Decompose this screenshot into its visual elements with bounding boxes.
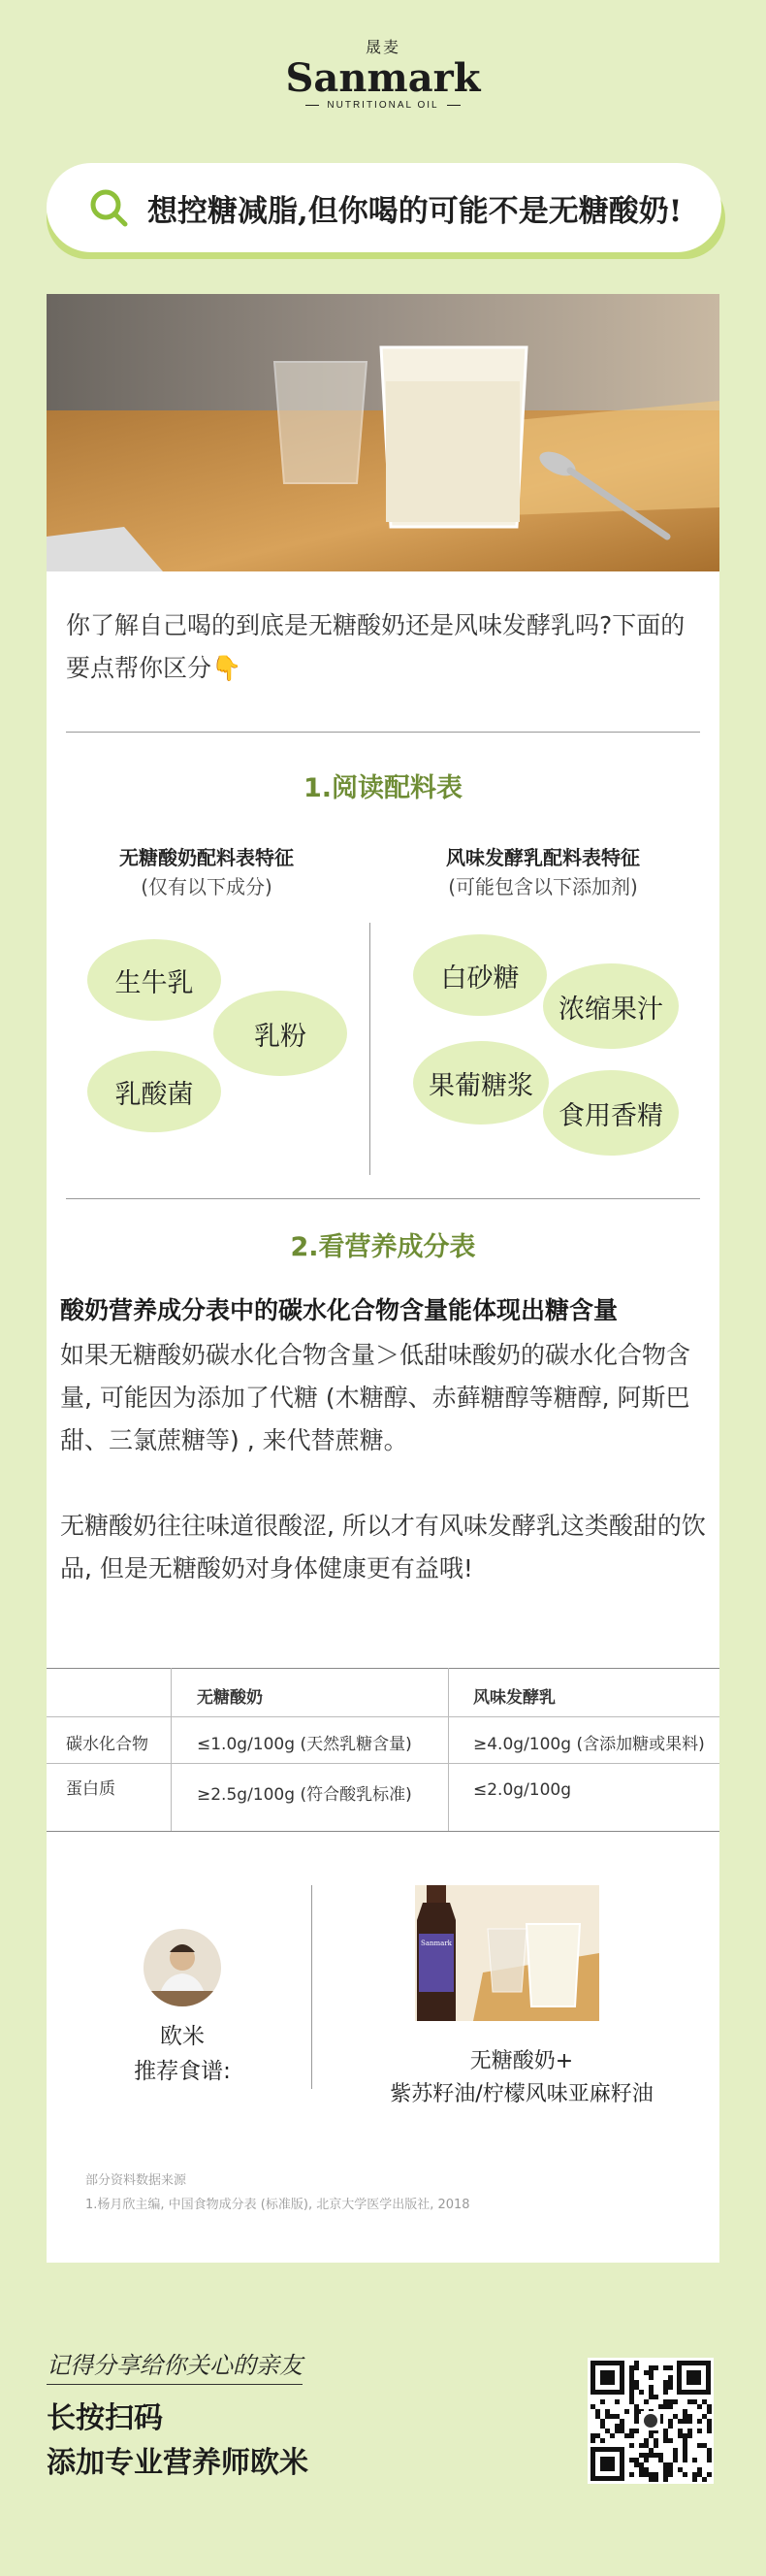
- additive-blob: 食用香精: [543, 1070, 679, 1156]
- table-row-rule: [47, 1763, 719, 1764]
- qr-code-icon[interactable]: [588, 2358, 714, 2484]
- content-card: [47, 294, 719, 2263]
- bottle-brand-label: Sanmark: [421, 1940, 452, 1947]
- yogurt-photo: [47, 294, 719, 571]
- source-title: 部分资料数据来源: [85, 2173, 187, 2188]
- ingredient-blob: 乳粉: [213, 991, 347, 1076]
- table-col-divider: [448, 1668, 449, 1831]
- scan-cta: [47, 2397, 308, 2486]
- intro-text: 你了解自己喝的到底是无糖酸奶还是风味发酵乳吗?下面的要点帮你区分👇: [66, 611, 686, 682]
- oil-bottle-photo: [415, 1885, 599, 2021]
- table-header: 无糖酸奶: [197, 1688, 263, 1708]
- table-cell: ≤2.0g/100g: [473, 1780, 572, 1800]
- brand-tagline: [0, 100, 766, 111]
- brand-tagline-text: NUTRITIONAL OIL: [327, 100, 439, 111]
- table-cell: 蛋白质: [66, 1779, 115, 1799]
- left-column-head: [76, 843, 337, 901]
- table-cell: ≥4.0g/100g (含添加糖或果料): [473, 1735, 705, 1754]
- brand-logo: [0, 35, 766, 111]
- recipe-text: [347, 2045, 696, 2111]
- additive-blob: 果葡糖浆: [413, 1041, 549, 1125]
- search-icon: [87, 186, 130, 229]
- table-header: 风味发酵乳: [473, 1688, 556, 1708]
- nutritionist-name: 欧米: [160, 2024, 205, 2049]
- share-prompt: 记得分享给你关心的亲友: [47, 2346, 303, 2385]
- table-cell: 碳水化合物: [66, 1735, 148, 1754]
- right-column-head: [398, 843, 688, 901]
- scan-cta-line-1: 长按扫码: [47, 2401, 163, 2435]
- recipe-label: 推荐食谱:: [134, 2059, 231, 2084]
- recipe-line-2: 紫苏籽油/柠檬风味亚麻籽油: [390, 2082, 654, 2106]
- additive-blob: 白砂糖: [413, 934, 547, 1016]
- right-column-title: 风味发酵乳配料表特征: [446, 846, 640, 869]
- left-column-subtitle: (仅有以下成分): [141, 875, 272, 898]
- section2-paragraph-2: 无糖酸奶往往味道很酸涩, 所以才有风味发酵乳这类酸甜的饮品, 但是无糖酸奶对身体健康更有益哦!: [60, 1512, 706, 1582]
- right-column-subtitle: (可能包含以下添加剂): [448, 875, 638, 898]
- table-bottom-rule: [47, 1831, 719, 1832]
- recommend-divider: [311, 1885, 312, 2089]
- left-column-title: 无糖酸奶配料表特征: [119, 846, 294, 869]
- table-col-divider: [171, 1668, 172, 1831]
- column-divider: [369, 923, 370, 1175]
- scan-cta-line-2: 添加专业营养师欧米: [47, 2446, 308, 2480]
- headline-pill: [47, 163, 721, 252]
- brand-chinese-name: 晟麦: [365, 38, 400, 56]
- table-cell: ≥2.5g/100g (符合酸乳标准): [197, 1785, 412, 1805]
- ingredient-blob: 乳酸菌: [87, 1051, 221, 1132]
- section1-title: 1.阅读配料表: [303, 773, 463, 803]
- table-header-rule: [47, 1716, 719, 1717]
- section2-title: 2.看营养成分表: [290, 1232, 476, 1262]
- table-top-rule: [47, 1668, 719, 1669]
- source-line: 1.杨月欣主编, 中国食物成分表 (标准版), 北京大学医学出版社, 2018: [85, 2198, 470, 2212]
- divider: [66, 1198, 700, 1199]
- nutritionist-label: [85, 2019, 279, 2089]
- avatar: [144, 1929, 221, 2006]
- table-cell: ≤1.0g/100g (天然乳糖含量): [197, 1735, 412, 1754]
- headline-text: 想控糖减脂,但你喝的可能不是无糖酸奶!: [147, 193, 683, 229]
- ingredient-blob: 生牛乳: [87, 939, 221, 1021]
- section2-paragraph-1: 如果无糖酸奶碳水化合物含量＞低甜味酸奶的碳水化合物含量, 可能因为添加了代糖 (木糖醇、赤藓糖醇等糖醇, 阿斯巴甜、三氯蔗糖等) , 来代替蔗糖。: [60, 1341, 691, 1454]
- brand-name: Sanmark: [285, 55, 481, 101]
- section2-key-point: 酸奶营养成分表中的碳水化合物含量能体现出糖含量: [60, 1296, 619, 1324]
- divider: [66, 732, 700, 733]
- additive-blob: 浓缩果汁: [543, 963, 679, 1049]
- recipe-line-1: 无糖酸奶+: [469, 2049, 574, 2073]
